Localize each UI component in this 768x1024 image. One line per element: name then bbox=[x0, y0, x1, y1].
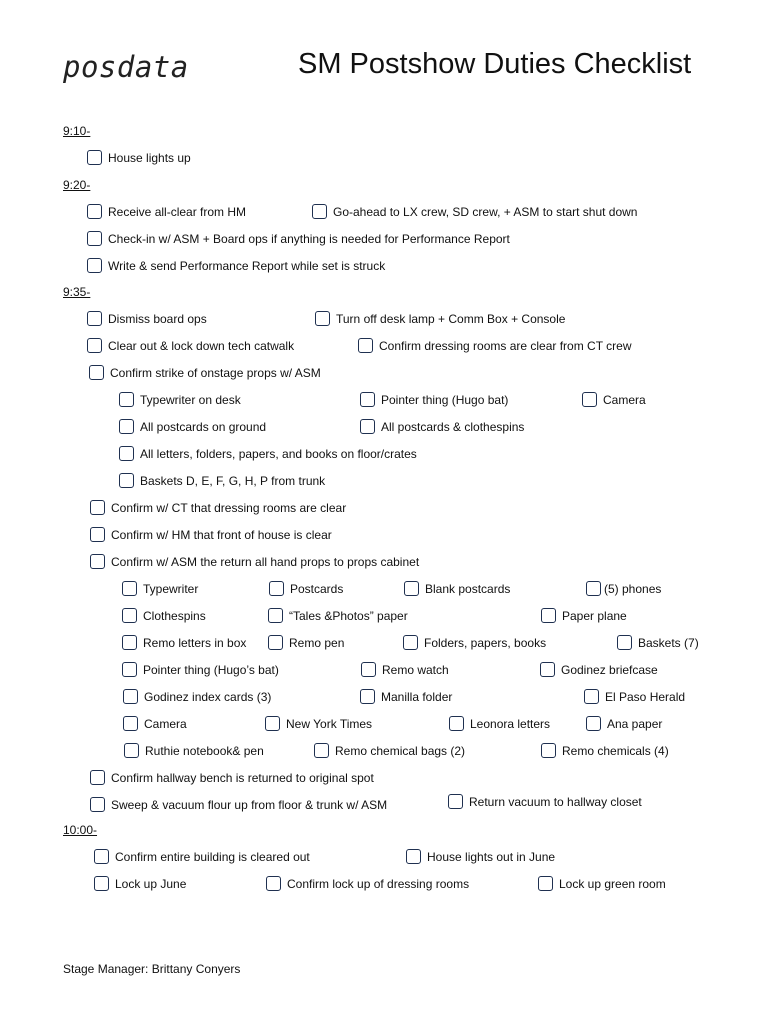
checkbox[interactable] bbox=[122, 608, 137, 623]
checkbox[interactable] bbox=[265, 716, 280, 731]
item-label: Postcards bbox=[290, 582, 344, 596]
item-label: Typewriter on desk bbox=[140, 393, 241, 407]
checkbox[interactable] bbox=[617, 635, 632, 650]
checkbox[interactable] bbox=[314, 743, 329, 758]
item-label: All letters, folders, papers, and books on floor/crates bbox=[140, 447, 417, 461]
checkbox[interactable] bbox=[123, 689, 138, 704]
item-label: Dismiss board ops bbox=[108, 312, 207, 326]
item-label: “Tales &Photos” paper bbox=[289, 609, 408, 623]
item-label: (5) phones bbox=[604, 582, 662, 596]
checkbox[interactable] bbox=[87, 204, 102, 219]
item-label: Blank postcards bbox=[425, 582, 511, 596]
checkbox[interactable] bbox=[361, 662, 376, 677]
checkbox[interactable] bbox=[124, 743, 139, 758]
item-label: Leonora letters bbox=[470, 717, 551, 731]
checkbox[interactable] bbox=[403, 635, 418, 650]
item-label: Lock up green room bbox=[559, 877, 666, 891]
checkbox[interactable] bbox=[404, 581, 419, 596]
item-label: Confirm w/ HM that front of house is clear bbox=[111, 528, 332, 542]
checkbox[interactable] bbox=[358, 338, 373, 353]
item-label: Sweep & vacuum flour up from floor & trunk w/ ASM bbox=[111, 798, 388, 812]
checkbox[interactable] bbox=[119, 446, 134, 461]
page-title: SM Postshow Duties Checklist bbox=[298, 48, 692, 80]
checkbox[interactable] bbox=[266, 876, 281, 891]
item-label: Lock up June bbox=[115, 877, 187, 891]
checkbox[interactable] bbox=[269, 581, 284, 596]
checkbox[interactable] bbox=[360, 689, 375, 704]
item-label: Confirm w/ CT that dressing rooms are clear bbox=[111, 501, 347, 515]
checkbox[interactable] bbox=[360, 419, 375, 434]
item-label: Baskets (7) bbox=[638, 636, 699, 650]
checkbox[interactable] bbox=[89, 365, 104, 380]
item-label: Confirm entire building is cleared out bbox=[115, 850, 310, 864]
item-label: House lights up bbox=[108, 151, 191, 165]
item-label: Godinez briefcase bbox=[561, 663, 658, 677]
checkbox[interactable] bbox=[541, 743, 556, 758]
item-label: Confirm w/ ASM the return all hand props to props cabinet bbox=[111, 555, 420, 569]
checkbox[interactable] bbox=[586, 716, 601, 731]
logo: posdata bbox=[63, 50, 189, 84]
checkbox[interactable] bbox=[586, 581, 601, 596]
item-label: House lights out in June bbox=[427, 850, 556, 864]
checkbox[interactable] bbox=[87, 150, 102, 165]
time-heading: 9:20- bbox=[63, 178, 91, 192]
checkbox[interactable] bbox=[122, 581, 137, 596]
checkbox[interactable] bbox=[90, 797, 105, 812]
checkbox[interactable] bbox=[119, 419, 134, 434]
checkbox[interactable] bbox=[94, 849, 109, 864]
item-label: Return vacuum to hallway closet bbox=[469, 795, 642, 809]
checkbox[interactable] bbox=[315, 311, 330, 326]
checkbox[interactable] bbox=[87, 311, 102, 326]
item-label: Write & send Performance Report while set is struck bbox=[108, 259, 386, 273]
checkbox[interactable] bbox=[123, 716, 138, 731]
checkbox[interactable] bbox=[584, 689, 599, 704]
item-label: Ana paper bbox=[607, 717, 663, 731]
checkbox[interactable] bbox=[87, 258, 102, 273]
item-label: Confirm lock up of dressing rooms bbox=[287, 877, 470, 891]
checkbox[interactable] bbox=[119, 473, 134, 488]
checkbox[interactable] bbox=[90, 770, 105, 785]
item-label: Folders, papers, books bbox=[424, 636, 547, 650]
checkbox[interactable] bbox=[94, 876, 109, 891]
item-label: Confirm strike of onstage props w/ ASM bbox=[110, 366, 321, 380]
time-heading: 9:10- bbox=[63, 124, 91, 138]
item-label: Godinez index cards (3) bbox=[144, 690, 272, 704]
checkbox[interactable] bbox=[87, 231, 102, 246]
item-label: New York Times bbox=[286, 717, 373, 731]
item-label: Clear out & lock down tech catwalk bbox=[108, 339, 295, 353]
checkbox[interactable] bbox=[268, 635, 283, 650]
checkbox[interactable] bbox=[449, 716, 464, 731]
checkbox[interactable] bbox=[90, 500, 105, 515]
checkbox[interactable] bbox=[119, 392, 134, 407]
item-label: Turn off desk lamp + Comm Box + Console bbox=[336, 312, 566, 326]
time-heading: 10:00- bbox=[63, 823, 98, 837]
checkbox[interactable] bbox=[90, 554, 105, 569]
checkbox[interactable] bbox=[268, 608, 283, 623]
item-label: Remo chemical bags (2) bbox=[335, 744, 466, 758]
checkbox[interactable] bbox=[90, 527, 105, 542]
stage-manager-credit: Stage Manager: Brittany Conyers bbox=[63, 962, 241, 976]
item-label: Manilla folder bbox=[381, 690, 453, 704]
checkbox[interactable] bbox=[538, 876, 553, 891]
checkbox[interactable] bbox=[406, 849, 421, 864]
checkbox[interactable] bbox=[122, 635, 137, 650]
item-label: Paper plane bbox=[562, 609, 627, 623]
item-label: Confirm dressing rooms are clear from CT crew bbox=[379, 339, 632, 353]
item-label: Pointer thing (Hugo’s bat) bbox=[143, 663, 279, 677]
item-label: Typewriter bbox=[143, 582, 199, 596]
checkbox[interactable] bbox=[87, 338, 102, 353]
item-label: Camera bbox=[603, 393, 646, 407]
item-label: Remo pen bbox=[289, 636, 345, 650]
item-label: Remo chemicals (4) bbox=[562, 744, 669, 758]
item-label: All postcards & clothespins bbox=[381, 420, 525, 434]
item-label: Ruthie notebook& pen bbox=[145, 744, 264, 758]
checkbox[interactable] bbox=[122, 662, 137, 677]
item-label: Camera bbox=[144, 717, 187, 731]
checkbox[interactable] bbox=[541, 608, 556, 623]
item-label: Check-in w/ ASM + Board ops if anything is needed for Performance Report bbox=[108, 232, 510, 246]
item-label: All postcards on ground bbox=[140, 420, 267, 434]
item-label: Baskets D, E, F, G, H, P from trunk bbox=[140, 474, 326, 488]
item-label: Pointer thing (Hugo bat) bbox=[381, 393, 509, 407]
checkbox[interactable] bbox=[582, 392, 597, 407]
item-label: Remo watch bbox=[382, 663, 449, 677]
item-label: Clothespins bbox=[143, 609, 206, 623]
item-label: Confirm hallway bench is returned to original spot bbox=[111, 771, 374, 785]
item-label: Remo letters in box bbox=[143, 636, 247, 650]
item-label: Receive all-clear from HM bbox=[108, 205, 247, 219]
checkbox[interactable] bbox=[360, 392, 375, 407]
checkbox[interactable] bbox=[448, 794, 463, 809]
checkbox[interactable] bbox=[540, 662, 555, 677]
item-label: Go-ahead to LX crew, SD crew, + ASM to start shut down bbox=[333, 205, 638, 219]
item-label: El Paso Herald bbox=[605, 690, 686, 704]
checkbox[interactable] bbox=[312, 204, 327, 219]
time-heading: 9:35- bbox=[63, 285, 91, 299]
